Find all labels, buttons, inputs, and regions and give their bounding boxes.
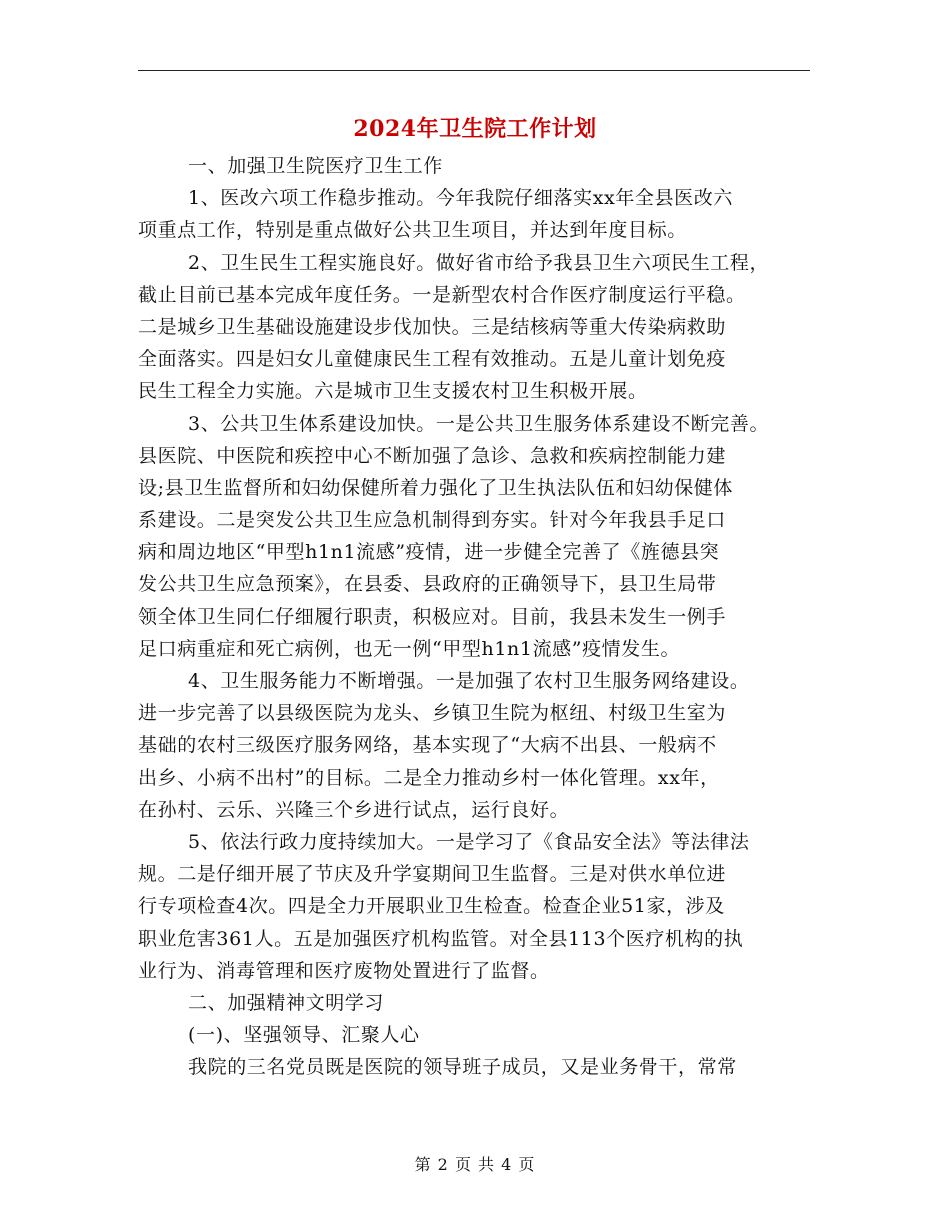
text-line: 设;县卫生监督所和妇幼保健所着力强化了卫生执法队伍和妇幼保健体 <box>138 476 734 499</box>
text-line: 二、加强精神文明学习 <box>188 991 385 1014</box>
text-line: 在孙村、云乐、兴隆三个乡进行试点，运行良好。 <box>138 798 570 821</box>
text-line: 行专项检查4次。四是全力开展职业卫生检查。检查企业51家，涉及 <box>138 895 725 918</box>
text-line: 1、医改六项工作稳步推动。今年我院仔细落实xx年全县医改六 <box>188 187 733 210</box>
text-line: 3、公共卫生体系建设加快。一是公共卫生服务体系建设不断完善。 <box>188 412 770 435</box>
text-line: 截止目前已基本完成年度任务。一是新型农村合作医疗制度运行平稳。 <box>138 283 746 306</box>
text-line: 一、加强卫生院医疗卫生工作 <box>188 155 443 177</box>
text-line: 进一步完善了以县级医院为龙头、乡镇卫生院为枢纽、村级卫生室为 <box>138 702 727 725</box>
text-line: 领全体卫生同仁仔细履行职责，积极应对。目前，我县未发生一例手 <box>138 605 727 628</box>
text-line: 足口病重症和死亡病例，也无一例“甲型h1n1流感”疫情发生。 <box>138 637 681 660</box>
document-title: 2024年卫生院工作计划 <box>353 116 597 142</box>
text-line: 县医院、中医院和疾控中心不断加强了急诊、急救和疾病控制能力建 <box>138 444 727 467</box>
document-body <box>138 150 810 1083</box>
text-line: 职业危害361人。五是加强医疗机构监管。对全县113个医疗机构的执 <box>138 927 744 950</box>
header-rule <box>138 70 810 71</box>
text-line: 二是城乡卫生基础设施建设步伐加快。三是结核病等重大传染病救助 <box>138 315 727 338</box>
text-line: 全面落实。四是妇女儿童健康民生工程有效推动。五是儿童计划免疫 <box>138 348 727 371</box>
page-footer: 第 2 页 共 4 页 <box>414 1155 536 1174</box>
text-line: 病和周边地区“甲型h1n1流感”疫情，进一步健全完善了《旌德县突 <box>138 541 720 564</box>
text-line: 我院的三名党员既是医院的领导班子成员，又是业务骨干，常常 <box>188 1056 737 1079</box>
text-line: 5、依法行政力度持续加大。一是学习了《食品安全法》等法律法 <box>188 830 750 853</box>
text-line: (一)、坚强领导、汇聚人心 <box>188 1024 420 1047</box>
text-line: 发公共卫生应急预案》，在县委、县政府的正确领导下，县卫生局带 <box>138 573 717 596</box>
text-line: 出乡、小病不出村”的目标。二是全力推动乡村一体化管理。xx年， <box>138 766 720 789</box>
text-line: 民生工程全力实施。六是城市卫生支援农村卫生积极开展。 <box>138 380 648 403</box>
text-line: 业行为、消毒管理和医疗废物处置进行了监督。 <box>138 959 550 982</box>
text-line: 系建设。二是突发公共卫生应急机制得到夯实。针对今年我县手足口 <box>138 509 727 532</box>
text-line: 4、卫生服务能力不断增强。一是加强了农村卫生服务网络建设。 <box>188 670 750 692</box>
text-line: 2、卫生民生工程实施良好。做好省市给予我县卫生六项民生工程， <box>188 251 770 274</box>
text-line: 规。二是仔细开展了节庆及升学宴期间卫生监督。三是对供水单位进 <box>138 863 727 886</box>
text-line: 项重点工作，特别是重点做好公共卫生项目，并达到年度目标。 <box>138 219 687 242</box>
text-line: 基础的农村三级医疗服务网络，基本实现了“大病不出县、一般病不 <box>138 734 717 757</box>
